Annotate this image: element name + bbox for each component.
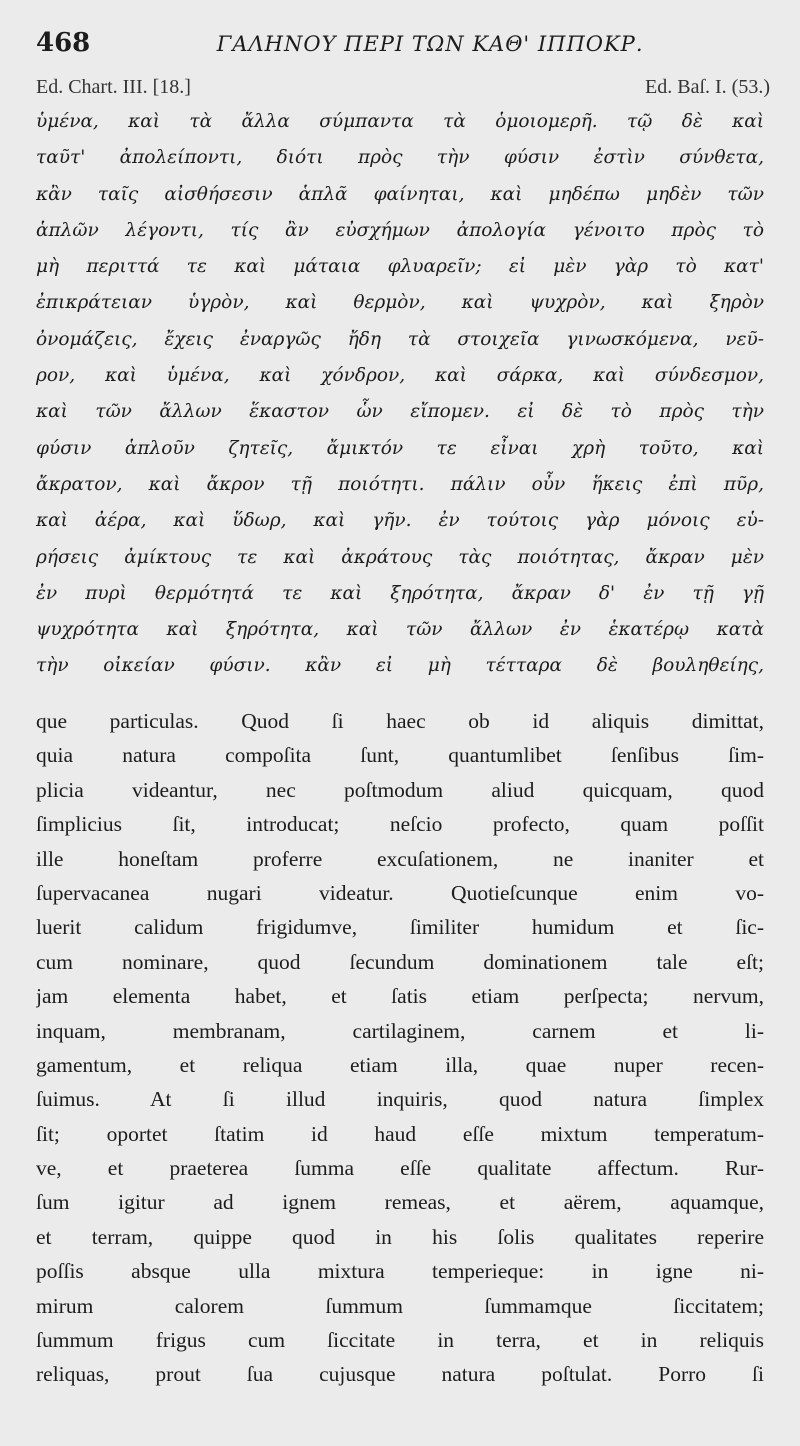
greek-text-line: ὑμένα, καὶ τὰ ἄλλα σύμπαντα τὰ ὁμοιομερῆ. τῷ δὲ καὶ (36, 111, 764, 132)
edition-reference (36, 76, 770, 102)
latin-text-line: ſum igitur ad ignem remeas, et aërem, aquamque, (36, 1190, 764, 1215)
latin-text-line: inquam, membranam, cartilaginem, carnem et li- (36, 1018, 764, 1043)
greek-text-line: ρήσεις ἀμίκτους τε καὶ ἀκράτους τὰς ποιότητας, ἄκραν μὲν (36, 546, 764, 568)
latin-text-line: ſuimus. At ſi illud inquiris, quod natura ſimplex (36, 1087, 764, 1112)
latin-text-line: luerit calidum frigidumve, ſimiliter humidum et ſic- (36, 915, 764, 940)
edition-right: Ed. Baſ. I. (53.) (645, 76, 770, 98)
latin-text-line: ſit; oportet ſtatim id haud eſſe mixtum temperatum- (36, 1121, 764, 1146)
running-title: ΓΑΛΗΝΟΥ ΠΕΡΙ ΤΩΝ ΚΑΘ' ΙΠΠΟΚΡ. (216, 32, 644, 56)
latin-text-line: ille honeſtam proferre excuſationem, ne inaniter et (36, 846, 764, 871)
latin-text-line: plicia videantur, nec poſtmodum aliud quicquam, quod (36, 777, 764, 802)
latin-text-line: cum nominare, quod ſecundum dominationem tale eſt; (36, 949, 764, 974)
latin-text-line: poſſis absque ulla mixtura temperieque: in igne ni- (36, 1259, 764, 1284)
greek-text-line: κἂν ταῖς αἰσθήσεσιν ἁπλᾶ φαίνηται, καὶ μηδέπω μηδὲν τῶν (36, 183, 764, 205)
edition-left: Ed. Chart. III. [18.] (36, 76, 191, 98)
latin-text-line: gamentum, et reliqua etiam illa, quae nuper recen- (36, 1052, 764, 1077)
greek-text-line: ταῦτ' ἀπολείποντι, διότι πρὸς τὴν φύσιν ἐστὶν σύνθετα, (36, 147, 764, 169)
greek-text-block (36, 104, 764, 685)
greek-text-line: καὶ τῶν ἄλλων ἕκαστον ὧν εἴπομεν. εἰ δὲ τὸ πρὸς τὴν (36, 401, 764, 423)
page-number: 468 (36, 28, 91, 58)
latin-text-line: mirum calorem ſummum ſummamque ſiccitatem; (36, 1293, 764, 1318)
greek-text-line: τὴν οἰκείαν φύσιν. κἂν εἰ μὴ τέτταρα δὲ βουληθείης, (36, 655, 764, 677)
greek-text-line: ἄκρατον, καὶ ἄκρον τῇ ποιότητι. πάλιν οὖν ἥκεις ἐπὶ πῦρ, (36, 473, 764, 495)
latin-text-line: ſupervacanea nugari videatur. Quotieſcunque enim vo- (36, 880, 764, 905)
greek-text-line: ρον, καὶ ὑμένα, καὶ χόνδρον, καὶ σάρκα, καὶ σύνδεσμον, (36, 365, 764, 387)
latin-text-line: quia natura compoſita ſunt, quantumlibet ſenſibus ſim- (36, 743, 764, 768)
greek-text-line: ψυχρότητα καὶ ξηρότητα, καὶ τῶν ἄλλων ἐν ἑκατέρῳ κατὰ (36, 619, 764, 641)
greek-text-line: ὀνομάζεις, ἔχεις ἐναργῶς ἤδη τὰ στοιχεῖα γινωσκόμενα, νεῦ- (36, 328, 764, 350)
latin-text-line: et terram, quippe quod in his ſolis qualitates reperire (36, 1224, 764, 1249)
latin-text-block (36, 704, 764, 1392)
latin-text-line: ve, et praeterea ſumma eſſe qualitate affectum. Rur- (36, 1156, 764, 1181)
greek-text-line: ἐπικράτειαν ὑγρὸν, καὶ θερμὸν, καὶ ψυχρὸν, καὶ ξηρὸν (36, 292, 764, 314)
page-header (36, 28, 770, 68)
greek-text-line: φύσιν ἁπλοῦν ζητεῖς, ἄμικτόν τε εἶναι χρὴ τοῦτο, καὶ (36, 437, 764, 459)
latin-text-line: que particulas. Quod ſi haec ob id aliquis dimittat, (36, 709, 764, 733)
latin-text-line: reliquas, prout ſua cujusque natura poſtulat. Porro ſi (36, 1362, 764, 1387)
latin-text-line: ſummum frigus cum ſiccitate in terra, et in reliquis (36, 1328, 764, 1353)
latin-text-line: ſimplicius ſit, introducat; neſcio profecto, quam poſſit (36, 812, 764, 837)
greek-text-line: ἁπλῶν λέγοντι, τίς ἂν εὐσχήμων ἀπολογία γένοιτο πρὸς τὸ (36, 219, 764, 241)
greek-text-line: καὶ ἀέρα, καὶ ὕδωρ, καὶ γῆν. ἐν τούτοις γὰρ μόνοις εὑ- (36, 510, 764, 532)
latin-text-line: jam elementa habet, et ſatis etiam perſpecta; nervum, (36, 984, 764, 1009)
greek-text-line: μὴ περιττά τε καὶ μάταια φλυαρεῖν; εἰ μὲν γὰρ τὸ κατ' (36, 256, 764, 278)
greek-text-line: ἐν πυρὶ θερμότητά τε καὶ ξηρότητα, ἄκραν δ' ἐν τῇ γῇ (36, 582, 764, 604)
